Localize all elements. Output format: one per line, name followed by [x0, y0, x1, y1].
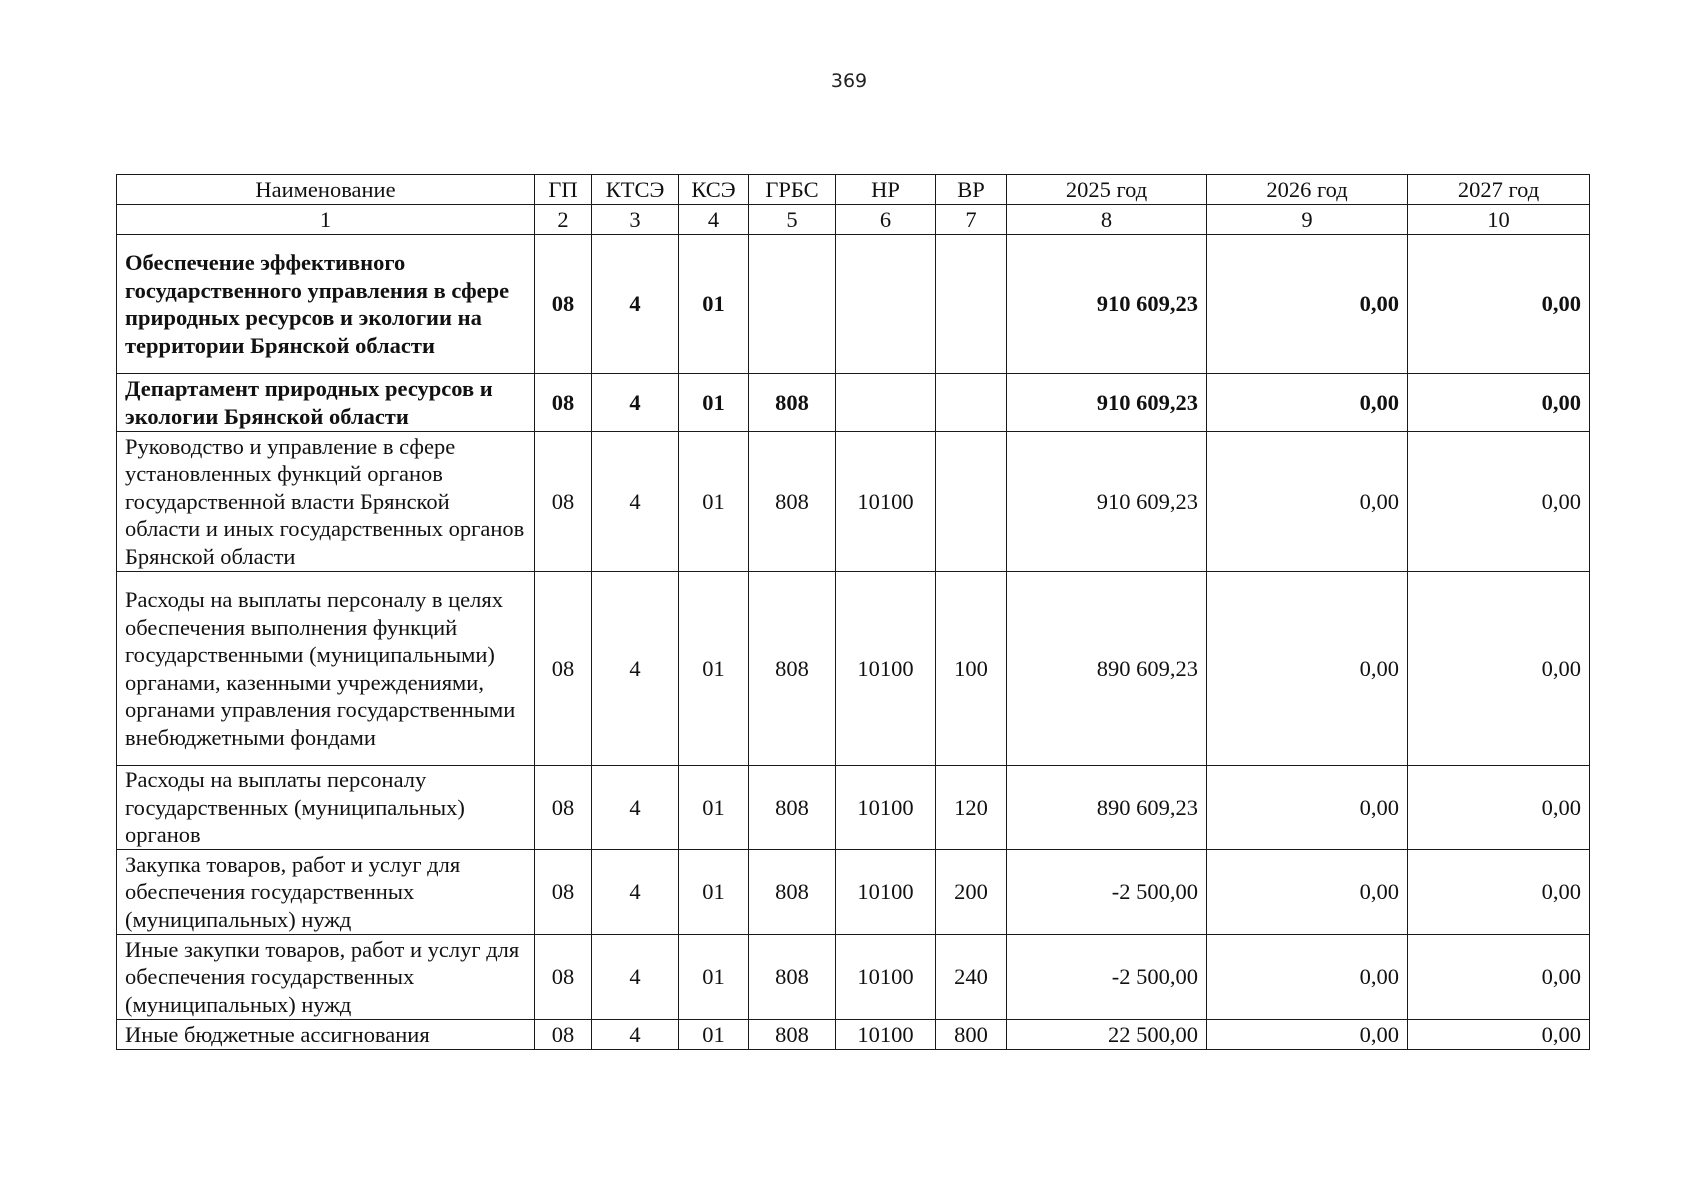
row-name: Обеспечение эффективного государственного управления в сфере природных ресурсов и экологии на территории Брянской области — [117, 235, 535, 374]
row-ktse: 4 — [592, 572, 679, 766]
header-grbs: ГРБС — [749, 175, 836, 205]
row-amount-2027: 0,00 — [1408, 850, 1590, 935]
row-vr: 100 — [936, 572, 1007, 766]
column-number: 9 — [1207, 205, 1408, 235]
column-number: 4 — [679, 205, 749, 235]
row-amount-2026: 0,00 — [1207, 235, 1408, 374]
row-kse: 01 — [679, 850, 749, 935]
column-number: 10 — [1408, 205, 1590, 235]
row-amount-2026: 0,00 — [1207, 432, 1408, 572]
header-row — [117, 175, 1590, 205]
row-name: Иные бюджетные ассигнования — [117, 1020, 535, 1050]
row-nr: 10100 — [836, 572, 936, 766]
row-vr — [936, 432, 1007, 572]
row-ktse: 4 — [592, 1020, 679, 1050]
row-name: Иные закупки товаров, работ и услуг для обеспечения государственных (муниципальных) нужд — [117, 935, 535, 1020]
column-number: 8 — [1007, 205, 1207, 235]
header-nr: НР — [836, 175, 936, 205]
table-row — [117, 935, 1590, 1020]
row-ktse: 4 — [592, 374, 679, 432]
header-gp: ГП — [535, 175, 592, 205]
row-kse: 01 — [679, 374, 749, 432]
row-kse: 01 — [679, 1020, 749, 1050]
row-name: Расходы на выплаты персоналу в целях обеспечения выполнения функций государственными (муниципальными) органами, казенными учреждениями, органами управления государственными внебюджетными фондами — [117, 572, 535, 766]
row-nr: 10100 — [836, 1020, 936, 1050]
table-row — [117, 432, 1590, 572]
row-amount-2025: 910 609,23 — [1007, 235, 1207, 374]
header-name: Наименование — [117, 175, 535, 205]
row-nr: 10100 — [836, 850, 936, 935]
row-amount-2025: 910 609,23 — [1007, 374, 1207, 432]
row-amount-2027: 0,00 — [1408, 572, 1590, 766]
row-name: Закупка товаров, работ и услуг для обеспечения государственных (муниципальных) нужд — [117, 850, 535, 935]
row-kse: 01 — [679, 432, 749, 572]
row-kse: 01 — [679, 572, 749, 766]
table-row — [117, 766, 1590, 850]
row-vr: 240 — [936, 935, 1007, 1020]
row-grbs: 808 — [749, 432, 836, 572]
row-amount-2026: 0,00 — [1207, 572, 1408, 766]
row-amount-2025: -2 500,00 — [1007, 935, 1207, 1020]
row-amount-2026: 0,00 — [1207, 766, 1408, 850]
row-amount-2027: 0,00 — [1408, 235, 1590, 374]
row-grbs: 808 — [749, 374, 836, 432]
table-row — [117, 572, 1590, 766]
column-number-row — [117, 205, 1590, 235]
row-vr: 120 — [936, 766, 1007, 850]
row-nr: 10100 — [836, 766, 936, 850]
row-kse: 01 — [679, 935, 749, 1020]
row-nr — [836, 374, 936, 432]
row-amount-2025: 910 609,23 — [1007, 432, 1207, 572]
header-kse: КСЭ — [679, 175, 749, 205]
row-ktse: 4 — [592, 850, 679, 935]
header-2026: 2026 год — [1207, 175, 1408, 205]
column-number: 2 — [535, 205, 592, 235]
row-amount-2026: 0,00 — [1207, 1020, 1408, 1050]
row-nr: 10100 — [836, 432, 936, 572]
row-vr: 800 — [936, 1020, 1007, 1050]
table-row — [117, 850, 1590, 935]
header-vr: ВР — [936, 175, 1007, 205]
column-number: 5 — [749, 205, 836, 235]
table-row — [117, 374, 1590, 432]
row-amount-2027: 0,00 — [1408, 374, 1590, 432]
column-number: 1 — [117, 205, 535, 235]
column-number: 6 — [836, 205, 936, 235]
row-ktse: 4 — [592, 235, 679, 374]
row-grbs: 808 — [749, 766, 836, 850]
row-grbs: 808 — [749, 935, 836, 1020]
row-kse: 01 — [679, 235, 749, 374]
row-kse: 01 — [679, 766, 749, 850]
row-amount-2027: 0,00 — [1408, 935, 1590, 1020]
row-nr — [836, 235, 936, 374]
row-gp: 08 — [535, 850, 592, 935]
page-number: 369 — [830, 70, 868, 92]
row-ktse: 4 — [592, 432, 679, 572]
row-grbs: 808 — [749, 1020, 836, 1050]
row-gp: 08 — [535, 1020, 592, 1050]
row-amount-2026: 0,00 — [1207, 850, 1408, 935]
row-nr: 10100 — [836, 935, 936, 1020]
table-row — [117, 235, 1590, 374]
row-ktse: 4 — [592, 935, 679, 1020]
row-vr — [936, 235, 1007, 374]
row-grbs — [749, 235, 836, 374]
table-row — [117, 1020, 1590, 1050]
row-ktse: 4 — [592, 766, 679, 850]
row-grbs: 808 — [749, 850, 836, 935]
row-gp: 08 — [535, 374, 592, 432]
row-amount-2026: 0,00 — [1207, 935, 1408, 1020]
row-amount-2027: 0,00 — [1408, 1020, 1590, 1050]
row-name: Расходы на выплаты персоналу государственных (муниципальных) органов — [117, 766, 535, 850]
row-gp: 08 — [535, 432, 592, 572]
row-amount-2025: 890 609,23 — [1007, 572, 1207, 766]
row-gp: 08 — [535, 235, 592, 374]
column-number: 3 — [592, 205, 679, 235]
row-amount-2025: -2 500,00 — [1007, 850, 1207, 935]
row-grbs: 808 — [749, 572, 836, 766]
row-gp: 08 — [535, 572, 592, 766]
budget-table — [116, 174, 1590, 1050]
row-name: Департамент природных ресурсов и экологии Брянской области — [117, 374, 535, 432]
row-amount-2026: 0,00 — [1207, 374, 1408, 432]
row-amount-2027: 0,00 — [1408, 432, 1590, 572]
row-amount-2027: 0,00 — [1408, 766, 1590, 850]
row-name: Руководство и управление в сфере установленных функций органов государственной власти Брянской области и иных государственных органов Брянской области — [117, 432, 535, 572]
row-vr — [936, 374, 1007, 432]
header-ktse: КТСЭ — [592, 175, 679, 205]
header-2027: 2027 год — [1408, 175, 1590, 205]
row-gp: 08 — [535, 935, 592, 1020]
row-amount-2025: 890 609,23 — [1007, 766, 1207, 850]
row-gp: 08 — [535, 766, 592, 850]
header-2025: 2025 год — [1007, 175, 1207, 205]
column-number: 7 — [936, 205, 1007, 235]
row-vr: 200 — [936, 850, 1007, 935]
row-amount-2025: 22 500,00 — [1007, 1020, 1207, 1050]
